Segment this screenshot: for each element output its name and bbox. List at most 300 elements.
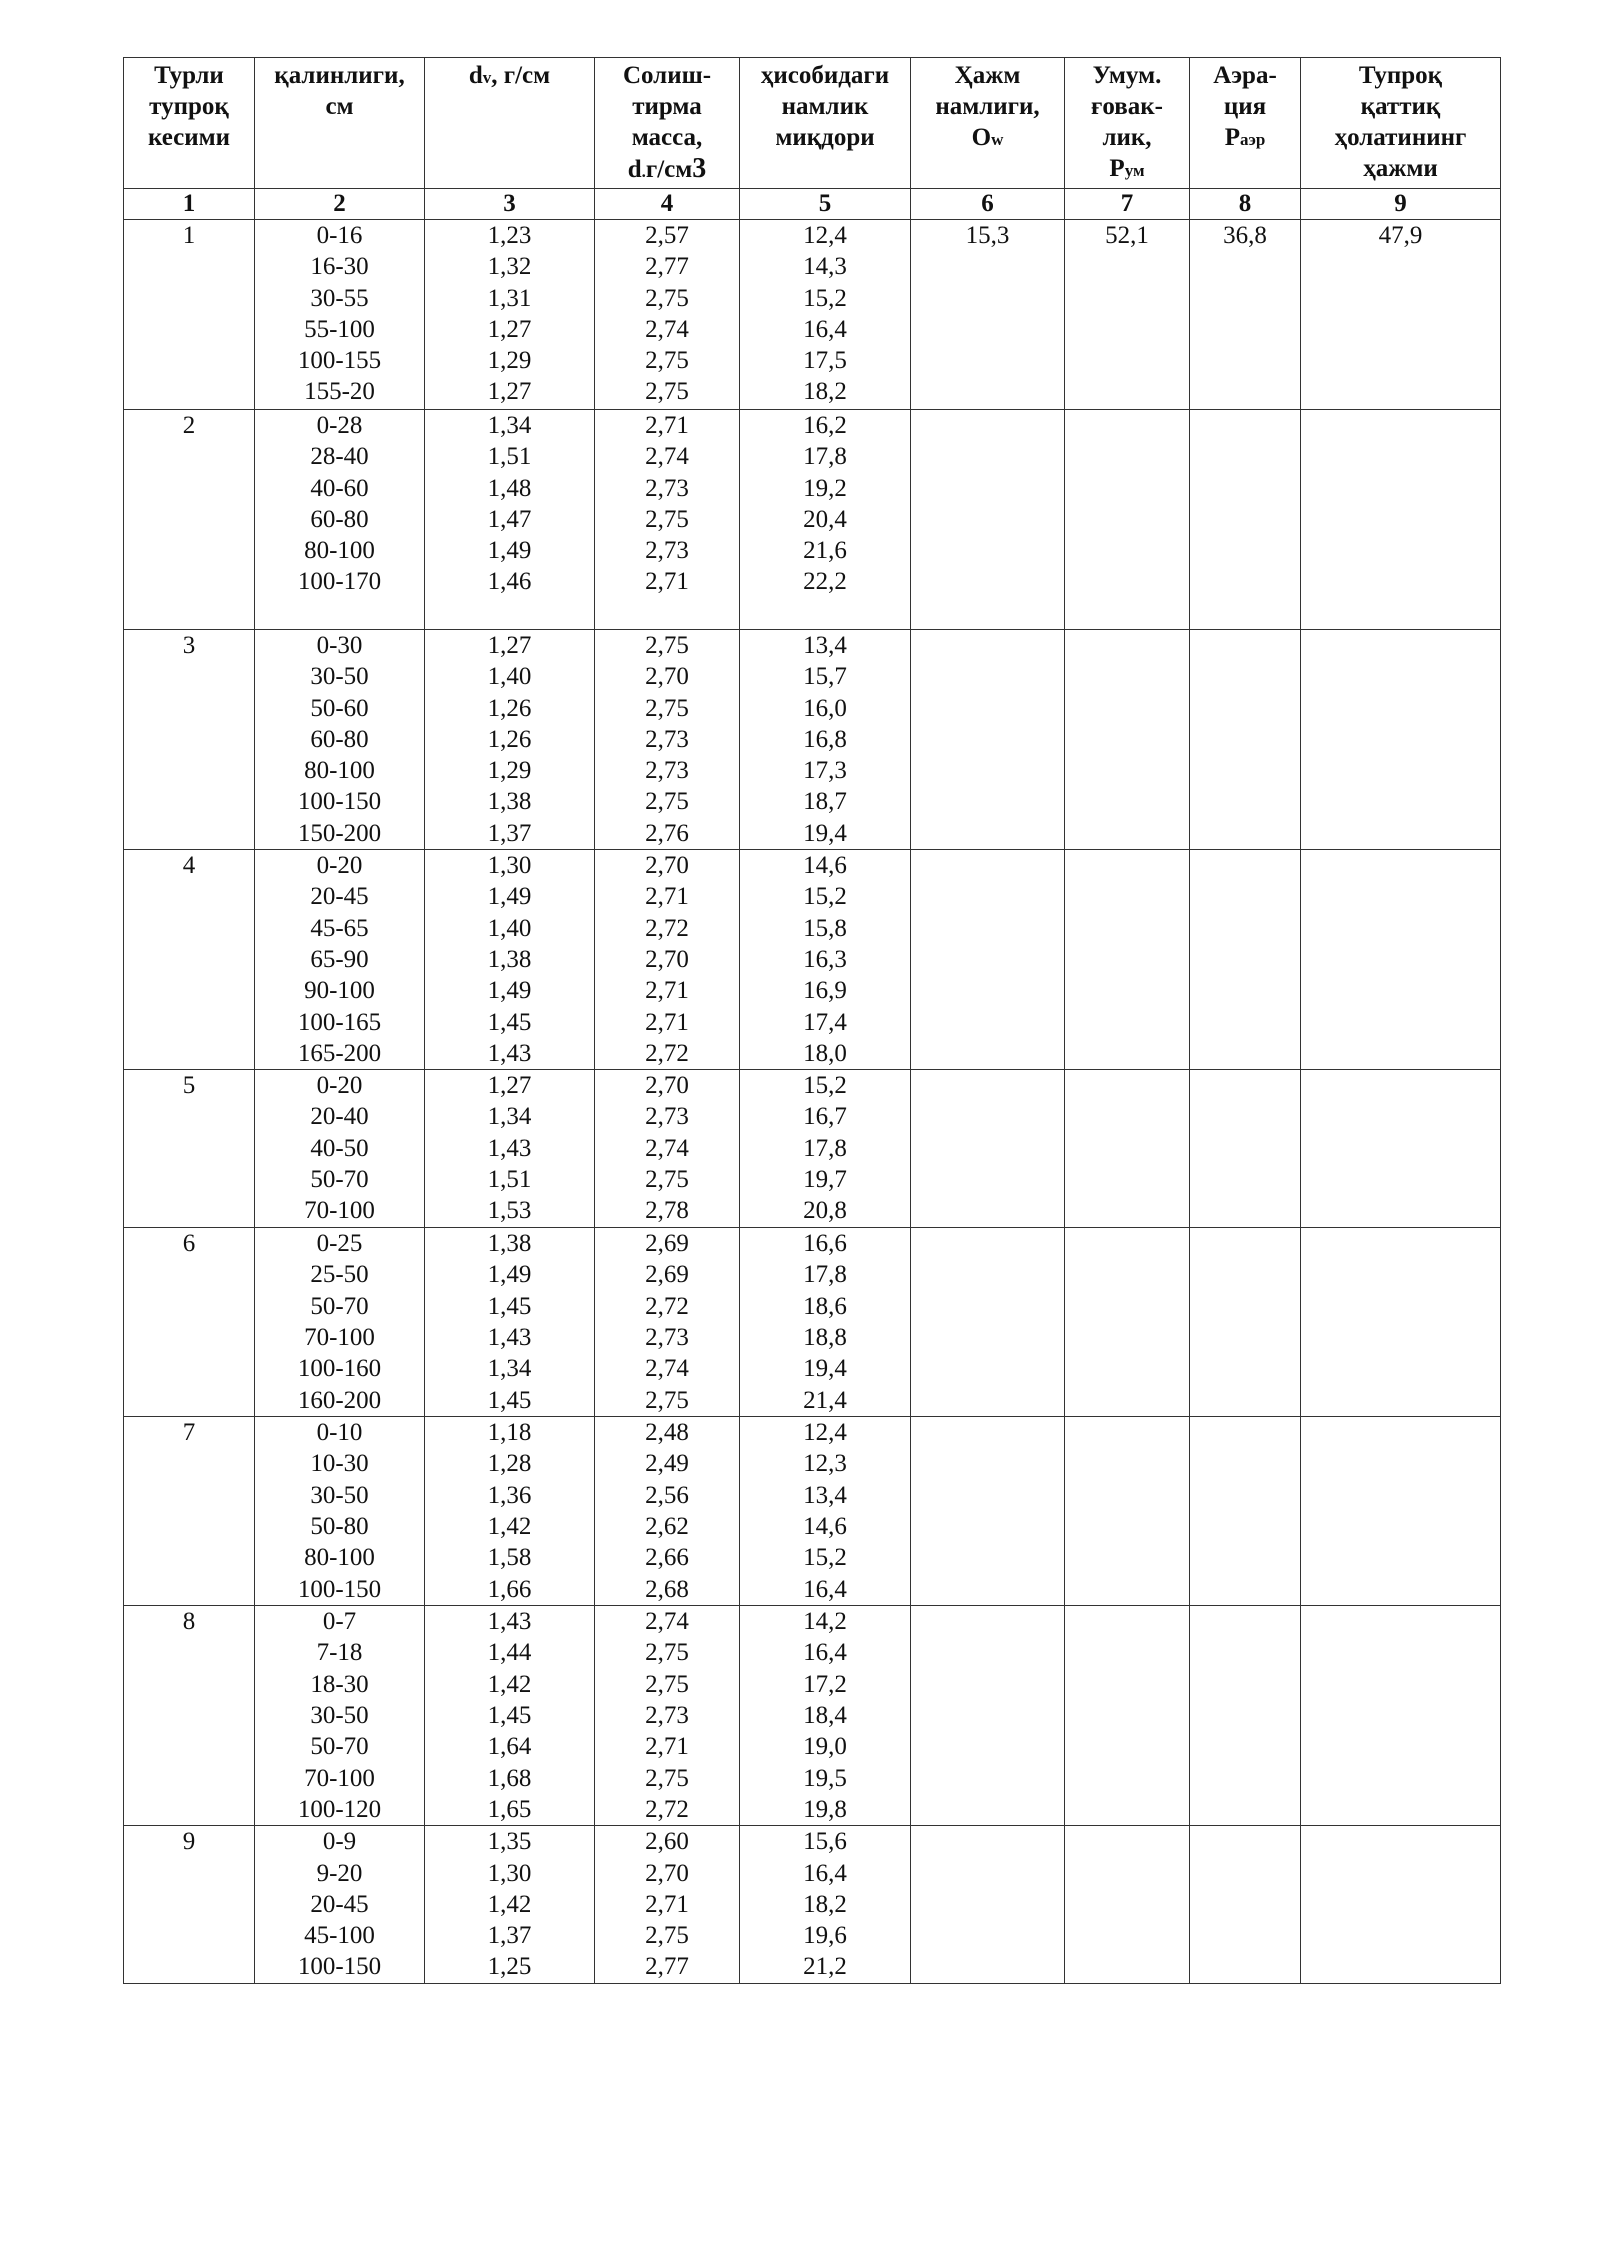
porosity-cell bbox=[1065, 220, 1190, 410]
column-number: 2 bbox=[255, 189, 425, 220]
cell-value: 1 bbox=[182, 222, 196, 249]
aeration-cell bbox=[1190, 1070, 1301, 1228]
solid-volume-cell bbox=[1301, 410, 1501, 630]
cell-value: 25-50 bbox=[310, 1261, 369, 1289]
cell-value: 1,26 bbox=[487, 694, 532, 722]
cell-value: 2,74 bbox=[645, 1134, 689, 1162]
cell-value: 14,6 bbox=[803, 852, 847, 880]
cell-value: 16,4 bbox=[803, 315, 847, 343]
cell-value: 18-30 bbox=[310, 1670, 369, 1698]
cell-value: 160-200 bbox=[297, 1386, 382, 1414]
dv-cell bbox=[425, 220, 595, 410]
depth-cell bbox=[255, 220, 425, 410]
cell-value: 21,6 bbox=[803, 537, 847, 565]
cell-value: 0-28 bbox=[316, 412, 363, 439]
cell-value: 2,71 bbox=[645, 1733, 689, 1761]
cell-value: 1,65 bbox=[487, 1795, 532, 1823]
specific-mass-cell bbox=[595, 850, 740, 1070]
cell-value: 2,60 bbox=[645, 1828, 689, 1856]
cell-value: 17,5 bbox=[803, 347, 847, 375]
cell-value: 1,27 bbox=[487, 632, 532, 659]
cell-value: 1,42 bbox=[487, 1670, 532, 1698]
cell-value: 60-80 bbox=[310, 725, 369, 753]
table-row bbox=[124, 1826, 1501, 1984]
cell-value: 1,38 bbox=[487, 1230, 532, 1258]
volume-moisture-cell bbox=[911, 1606, 1065, 1826]
solid-volume-cell bbox=[1301, 850, 1501, 1070]
cell-value: 1,48 bbox=[487, 474, 532, 502]
cell-value: 2,73 bbox=[645, 474, 689, 502]
volume-moisture-cell bbox=[911, 1417, 1065, 1606]
cell-value: 0-30 bbox=[316, 632, 363, 659]
cell-value: 18,4 bbox=[803, 1702, 847, 1730]
cell-value: 1,45 bbox=[487, 1008, 532, 1036]
cell-value: 70-100 bbox=[304, 1764, 375, 1792]
cell-value: 2,72 bbox=[645, 1039, 689, 1067]
cell-value: 20,8 bbox=[803, 1197, 847, 1225]
table-row bbox=[124, 1070, 1501, 1228]
cell-value: 17,3 bbox=[803, 757, 847, 785]
cell-value: 1,25 bbox=[487, 1953, 532, 1981]
cell-value: 47,9 bbox=[1378, 222, 1423, 249]
cell-value: 4 bbox=[182, 852, 196, 880]
cell-value: 16,4 bbox=[803, 1639, 847, 1667]
moisture-cell bbox=[740, 1070, 911, 1228]
table-row bbox=[124, 410, 1501, 630]
cell-value: 18,2 bbox=[803, 378, 847, 406]
cell-value: 150-200 bbox=[297, 819, 382, 847]
dv-cell bbox=[425, 1228, 595, 1417]
aeration-cell bbox=[1190, 1417, 1301, 1606]
porosity-cell bbox=[1065, 1070, 1190, 1228]
dv-cell bbox=[425, 850, 595, 1070]
cell-value: 2,76 bbox=[645, 819, 689, 847]
section-id bbox=[124, 410, 255, 630]
cell-value: 55-100 bbox=[304, 315, 375, 343]
cell-value: 13,4 bbox=[803, 632, 847, 659]
cell-value: 1,40 bbox=[487, 914, 532, 942]
cell-value: 15,2 bbox=[803, 1072, 847, 1100]
cell-value: 36,8 bbox=[1223, 222, 1267, 249]
cell-value: 2,75 bbox=[645, 378, 689, 406]
column-number: 1 bbox=[124, 189, 255, 220]
dv-cell bbox=[425, 1417, 595, 1606]
cell-value: 17,4 bbox=[803, 1008, 847, 1036]
cell-value: 13,4 bbox=[803, 1481, 847, 1509]
cell-value: 1,43 bbox=[487, 1324, 532, 1352]
cell-value: 19,4 bbox=[803, 819, 847, 847]
moisture-cell bbox=[740, 630, 911, 850]
cell-value: 50-70 bbox=[310, 1166, 369, 1194]
cell-value: 20-45 bbox=[310, 883, 369, 911]
depth-cell bbox=[255, 850, 425, 1070]
cell-value: 1,43 bbox=[487, 1134, 532, 1162]
moisture-cell bbox=[740, 410, 911, 630]
cell-value: 2,75 bbox=[645, 694, 689, 722]
table-row bbox=[124, 1606, 1501, 1826]
cell-value: 1,38 bbox=[487, 945, 532, 973]
moisture-cell bbox=[740, 220, 911, 410]
cell-value: 7 bbox=[182, 1419, 196, 1447]
cell-value: 50-80 bbox=[310, 1513, 369, 1541]
cell-value: 15,2 bbox=[803, 883, 847, 911]
cell-value: 52,1 bbox=[1105, 222, 1149, 249]
dv-cell bbox=[425, 1826, 595, 1984]
cell-value: 1,27 bbox=[487, 378, 532, 406]
section-id bbox=[124, 1228, 255, 1417]
cell-value: 1,42 bbox=[487, 1513, 532, 1541]
header-specific-mass: Солиш- тирма масса, d.г/см3 bbox=[595, 58, 740, 189]
cell-value: 165-200 bbox=[297, 1039, 382, 1067]
specific-mass-cell bbox=[595, 1070, 740, 1228]
cell-value: 2,48 bbox=[645, 1419, 689, 1447]
cell-value: 2,69 bbox=[645, 1230, 689, 1258]
column-number: 3 bbox=[425, 189, 595, 220]
cell-value: 2,75 bbox=[645, 1386, 689, 1414]
cell-value: 0-16 bbox=[316, 222, 363, 249]
cell-value: 1,29 bbox=[487, 757, 532, 785]
table-body bbox=[124, 220, 1501, 1984]
porosity-cell bbox=[1065, 630, 1190, 850]
cell-value: 2,71 bbox=[645, 883, 689, 911]
cell-value: 3 bbox=[182, 632, 196, 659]
cell-value: 16,2 bbox=[803, 412, 847, 439]
cell-value: 1,36 bbox=[487, 1481, 532, 1509]
cell-value: 18,7 bbox=[803, 788, 847, 816]
cell-value: 100-150 bbox=[297, 788, 382, 816]
cell-value: 2,74 bbox=[645, 1608, 689, 1636]
table-row bbox=[124, 220, 1501, 410]
cell-value: 15,2 bbox=[803, 1544, 847, 1572]
cell-value: 40-60 bbox=[310, 474, 369, 502]
cell-value: 30-50 bbox=[310, 1702, 369, 1730]
header-aeration: Аэра- ция Pаэр bbox=[1190, 58, 1301, 189]
cell-value: 15,7 bbox=[803, 663, 847, 691]
depth-cell bbox=[255, 1070, 425, 1228]
cell-value: 100-150 bbox=[297, 1953, 382, 1981]
cell-value: 1,64 bbox=[487, 1733, 532, 1761]
cell-value: 2,71 bbox=[645, 1008, 689, 1036]
cell-value: 1,51 bbox=[487, 1166, 532, 1194]
cell-value: 50-60 bbox=[310, 694, 369, 722]
cell-value: 30-50 bbox=[310, 1481, 369, 1509]
cell-value: 14,6 bbox=[803, 1513, 847, 1541]
porosity-cell bbox=[1065, 1826, 1190, 1984]
cell-value: 2,73 bbox=[645, 725, 689, 753]
cell-value: 22,2 bbox=[803, 568, 847, 596]
header-solid-volume: Тупроқ қаттиқ ҳолатининг ҳажми bbox=[1301, 58, 1501, 189]
specific-mass-cell bbox=[595, 1826, 740, 1984]
cell-value: 1,58 bbox=[487, 1544, 532, 1572]
column-number: 9 bbox=[1301, 189, 1501, 220]
cell-value: 80-100 bbox=[304, 537, 375, 565]
aeration-cell bbox=[1190, 630, 1301, 850]
aeration-cell bbox=[1190, 850, 1301, 1070]
header-moisture: ҳисобидаги намлик миқдори bbox=[740, 58, 911, 189]
cell-value: 0-25 bbox=[316, 1230, 363, 1258]
cell-value: 15,6 bbox=[803, 1828, 847, 1856]
cell-value: 2,75 bbox=[645, 1670, 689, 1698]
cell-value: 2,49 bbox=[645, 1450, 689, 1478]
cell-value: 1,43 bbox=[487, 1608, 532, 1636]
cell-value: 2,75 bbox=[645, 632, 689, 659]
cell-value: 1,53 bbox=[487, 1197, 532, 1225]
cell-value: 2,75 bbox=[645, 788, 689, 816]
solid-volume-cell bbox=[1301, 630, 1501, 850]
soil-data-table bbox=[123, 57, 1501, 1984]
specific-mass-cell bbox=[595, 1417, 740, 1606]
cell-value: 28-40 bbox=[310, 443, 369, 471]
cell-value: 1,37 bbox=[487, 819, 532, 847]
cell-value: 20-45 bbox=[310, 1890, 369, 1918]
cell-value: 1,46 bbox=[487, 568, 532, 596]
cell-value: 2,71 bbox=[645, 412, 689, 439]
cell-value: 1,49 bbox=[487, 1261, 532, 1289]
cell-value: 45-100 bbox=[304, 1922, 375, 1950]
cell-value: 2,73 bbox=[645, 757, 689, 785]
cell-value: 12,4 bbox=[803, 1419, 847, 1447]
cell-value: 17,8 bbox=[803, 1261, 847, 1289]
cell-value: 16,8 bbox=[803, 725, 847, 753]
cell-value: 2,75 bbox=[645, 1922, 689, 1950]
cell-value: 100-170 bbox=[297, 568, 382, 596]
depth-cell bbox=[255, 1228, 425, 1417]
specific-mass-cell bbox=[595, 1606, 740, 1826]
cell-value: 15,8 bbox=[803, 914, 847, 942]
cell-value: 21,4 bbox=[803, 1386, 847, 1414]
specific-mass-cell bbox=[595, 220, 740, 410]
cell-value: 2,75 bbox=[645, 1166, 689, 1194]
dv-cell bbox=[425, 410, 595, 630]
table-row bbox=[124, 850, 1501, 1070]
cell-value: 0-7 bbox=[322, 1608, 357, 1636]
column-number: 7 bbox=[1065, 189, 1190, 220]
dv-cell bbox=[425, 1606, 595, 1826]
section-id bbox=[124, 1606, 255, 1826]
cell-value: 16,4 bbox=[803, 1859, 847, 1887]
cell-value: 2,69 bbox=[645, 1261, 689, 1289]
cell-value: 15,3 bbox=[965, 222, 1010, 249]
cell-value: 19,0 bbox=[803, 1733, 847, 1761]
dv-cell bbox=[425, 630, 595, 850]
cell-value: 14,3 bbox=[803, 253, 847, 281]
moisture-cell bbox=[740, 1826, 911, 1984]
cell-value: 1,26 bbox=[487, 725, 532, 753]
cell-value: 1,18 bbox=[487, 1419, 532, 1447]
cell-value: 2,66 bbox=[645, 1544, 689, 1572]
header-section: Турли тупроқ кесими bbox=[124, 58, 255, 189]
cell-value: 10-30 bbox=[310, 1450, 369, 1478]
cell-value: 1,34 bbox=[487, 412, 532, 439]
cell-value: 2,72 bbox=[645, 1292, 689, 1320]
moisture-cell bbox=[740, 1606, 911, 1826]
cell-value: 1,49 bbox=[487, 883, 532, 911]
cell-value: 9 bbox=[182, 1828, 196, 1856]
cell-value: 2,74 bbox=[645, 443, 689, 471]
cell-value: 2,71 bbox=[645, 977, 689, 1005]
cell-value: 16-30 bbox=[310, 253, 369, 281]
table-row bbox=[124, 1228, 1501, 1417]
cell-value: 16,3 bbox=[803, 945, 847, 973]
cell-value: 50-70 bbox=[310, 1292, 369, 1320]
cell-value: 2,71 bbox=[645, 568, 689, 596]
cell-value: 18,2 bbox=[803, 1890, 847, 1918]
aeration-cell bbox=[1190, 1826, 1301, 1984]
cell-value: 16,9 bbox=[803, 977, 847, 1005]
cell-value: 19,6 bbox=[803, 1922, 847, 1950]
cell-value: 2,78 bbox=[645, 1197, 689, 1225]
cell-value: 14,2 bbox=[803, 1608, 847, 1636]
cell-value: 9-20 bbox=[316, 1859, 363, 1887]
solid-volume-cell bbox=[1301, 1228, 1501, 1417]
column-number: 4 bbox=[595, 189, 740, 220]
cell-value: 2,74 bbox=[645, 1355, 689, 1383]
cell-value: 1,29 bbox=[487, 347, 532, 375]
solid-volume-cell bbox=[1301, 1070, 1501, 1228]
cell-value: 18,8 bbox=[803, 1324, 847, 1352]
cell-value: 60-80 bbox=[310, 505, 369, 533]
cell-value: 1,31 bbox=[487, 284, 532, 312]
column-number: 5 bbox=[740, 189, 911, 220]
volume-moisture-cell bbox=[911, 220, 1065, 410]
cell-value: 5 bbox=[182, 1072, 196, 1100]
section-id bbox=[124, 1070, 255, 1228]
cell-value: 19,7 bbox=[803, 1166, 847, 1194]
cell-value: 21,2 bbox=[803, 1953, 847, 1981]
header-dv: dv, г/см bbox=[425, 58, 595, 189]
volume-moisture-cell bbox=[911, 1228, 1065, 1417]
cell-value: 100-150 bbox=[297, 1575, 382, 1603]
cell-value: 16,6 bbox=[803, 1230, 847, 1258]
section-id bbox=[124, 630, 255, 850]
cell-value: 1,35 bbox=[487, 1828, 532, 1856]
section-id bbox=[124, 1826, 255, 1984]
cell-value: 2,62 bbox=[645, 1513, 689, 1541]
cell-value: 100-155 bbox=[297, 347, 382, 375]
cell-value: 15,2 bbox=[803, 284, 847, 312]
cell-value: 45-65 bbox=[310, 914, 369, 942]
cell-value: 1,23 bbox=[487, 222, 532, 249]
cell-value: 16,0 bbox=[803, 694, 847, 722]
specific-mass-cell bbox=[595, 630, 740, 850]
cell-value: 1,32 bbox=[487, 253, 532, 281]
cell-value: 70-100 bbox=[304, 1197, 375, 1225]
cell-value: 100-165 bbox=[297, 1008, 382, 1036]
cell-value: 2,57 bbox=[645, 222, 689, 249]
table-row bbox=[124, 1417, 1501, 1606]
depth-cell bbox=[255, 410, 425, 630]
cell-value: 1,51 bbox=[487, 443, 532, 471]
header-volume-moisture: Ҳажм намлиги, Ow bbox=[911, 58, 1065, 189]
cell-value: 2,73 bbox=[645, 1324, 689, 1352]
volume-moisture-cell bbox=[911, 850, 1065, 1070]
cell-value: 2,70 bbox=[645, 663, 689, 691]
cell-value: 30-55 bbox=[310, 284, 369, 312]
cell-value: 30-50 bbox=[310, 663, 369, 691]
cell-value: 1,44 bbox=[487, 1639, 532, 1667]
cell-value: 1,28 bbox=[487, 1450, 532, 1478]
cell-value: 19,8 bbox=[803, 1795, 847, 1823]
cell-value: 17,2 bbox=[803, 1670, 847, 1698]
header-row bbox=[124, 58, 1501, 189]
cell-value: 80-100 bbox=[304, 1544, 375, 1572]
cell-value: 12,3 bbox=[803, 1450, 847, 1478]
porosity-cell bbox=[1065, 410, 1190, 630]
aeration-cell bbox=[1190, 1228, 1301, 1417]
section-id bbox=[124, 850, 255, 1070]
cell-value: 1,49 bbox=[487, 537, 532, 565]
depth-cell bbox=[255, 1606, 425, 1826]
cell-value: 17,8 bbox=[803, 1134, 847, 1162]
column-number-row bbox=[124, 189, 1501, 220]
cell-value: 2,72 bbox=[645, 1795, 689, 1823]
cell-value: 16,4 bbox=[803, 1575, 847, 1603]
cell-value: 2,73 bbox=[645, 1702, 689, 1730]
cell-value: 6 bbox=[182, 1230, 196, 1258]
volume-moisture-cell bbox=[911, 1070, 1065, 1228]
cell-value: 1,49 bbox=[487, 977, 532, 1005]
cell-value: 18,6 bbox=[803, 1292, 847, 1320]
cell-value: 2,75 bbox=[645, 347, 689, 375]
depth-cell bbox=[255, 1417, 425, 1606]
cell-value: 16,7 bbox=[803, 1103, 847, 1131]
cell-value: 12,4 bbox=[803, 222, 847, 249]
cell-value: 1,45 bbox=[487, 1292, 532, 1320]
cell-value: 17,8 bbox=[803, 443, 847, 471]
aeration-cell bbox=[1190, 410, 1301, 630]
cell-value: 1,66 bbox=[487, 1575, 532, 1603]
header-porosity: Умум. ғовак- лик, Pум bbox=[1065, 58, 1190, 189]
cell-value: 2,77 bbox=[645, 1953, 689, 1981]
section-id bbox=[124, 1417, 255, 1606]
cell-value: 0-10 bbox=[316, 1419, 363, 1447]
cell-value: 40-50 bbox=[310, 1134, 369, 1162]
cell-value: 1,30 bbox=[487, 852, 532, 880]
cell-value: 90-100 bbox=[304, 977, 375, 1005]
solid-volume-cell bbox=[1301, 1606, 1501, 1826]
aeration-cell bbox=[1190, 220, 1301, 410]
section-id bbox=[124, 220, 255, 410]
cell-value: 1,37 bbox=[487, 1922, 532, 1950]
cell-value: 2,68 bbox=[645, 1575, 689, 1603]
cell-value: 1,45 bbox=[487, 1702, 532, 1730]
cell-value: 19,4 bbox=[803, 1355, 847, 1383]
moisture-cell bbox=[740, 1417, 911, 1606]
cell-value: 2,75 bbox=[645, 284, 689, 312]
cell-value: 1,40 bbox=[487, 663, 532, 691]
cell-value: 2,56 bbox=[645, 1481, 689, 1509]
table-row bbox=[124, 630, 1501, 850]
cell-value: 1,42 bbox=[487, 1890, 532, 1918]
cell-value: 2,73 bbox=[645, 1103, 689, 1131]
specific-mass-cell bbox=[595, 410, 740, 630]
cell-value: 2 bbox=[182, 412, 196, 439]
cell-value: 2,74 bbox=[645, 315, 689, 343]
cell-value: 2,75 bbox=[645, 1764, 689, 1792]
header-thickness: қалинлиги, см bbox=[255, 58, 425, 189]
depth-cell bbox=[255, 1826, 425, 1984]
porosity-cell bbox=[1065, 850, 1190, 1070]
cell-value: 70-100 bbox=[304, 1324, 375, 1352]
cell-value: 1,30 bbox=[487, 1859, 532, 1887]
cell-value: 1,38 bbox=[487, 788, 532, 816]
dv-cell bbox=[425, 1070, 595, 1228]
cell-value: 2,70 bbox=[645, 945, 689, 973]
porosity-cell bbox=[1065, 1228, 1190, 1417]
cell-value: 7-18 bbox=[316, 1639, 363, 1667]
aeration-cell bbox=[1190, 1606, 1301, 1826]
cell-value: 2,73 bbox=[645, 537, 689, 565]
